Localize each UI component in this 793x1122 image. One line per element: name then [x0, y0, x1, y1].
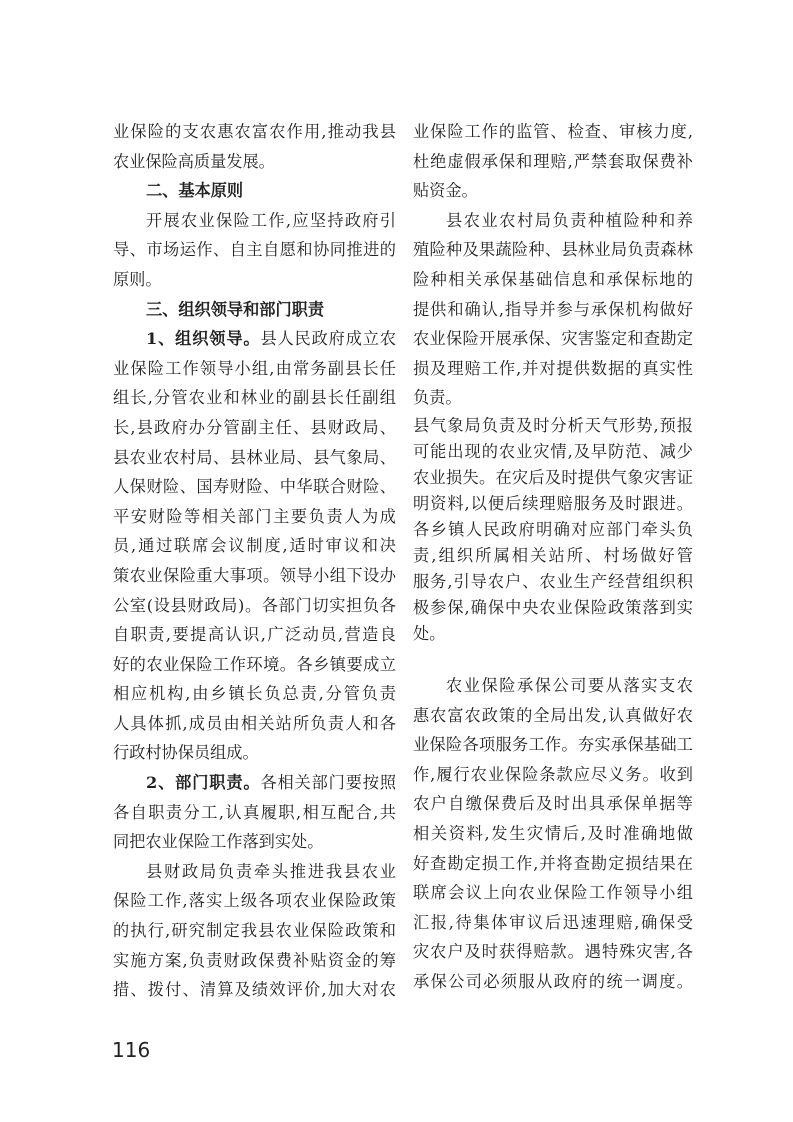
- line-text: 农户自缴保费后及时出具承保单据等: [413, 794, 693, 814]
- line-text: 人具体抓,成员由相关站所负责人和各: [113, 713, 396, 733]
- text-line: [413, 491, 693, 517]
- section-heading: [113, 295, 396, 325]
- line-text: 的执行,研究制定我县农业保险政策和: [113, 921, 396, 941]
- line-text: 策农业保险重大事项。领导小组下设办: [113, 565, 396, 585]
- line-text: 好查勘定损工作,并将查勘定损结果在: [413, 853, 693, 873]
- line-text: 同把农业保险工作落到实处。: [113, 832, 324, 852]
- line-text: 原则。: [113, 269, 162, 289]
- text-line: [413, 295, 693, 325]
- text-line: [113, 206, 396, 236]
- line-text: 农业损失。在灾后及时提供气象灾害证: [413, 467, 693, 487]
- text-line: [413, 671, 693, 701]
- text-line: [413, 849, 693, 879]
- line-text: 业保险工作领导小组,由常务副县长任: [113, 358, 396, 378]
- text-line: [413, 235, 693, 265]
- line-text: 各自职责分工,认真履职,相互配合,共: [113, 802, 396, 822]
- line-text: 业保险各项服务工作。夯实承保基础工: [413, 735, 693, 755]
- text-line: [413, 569, 693, 595]
- line-text: 责,组织所属相关站所、村场做好管: [413, 545, 693, 565]
- text-line: [413, 967, 693, 997]
- line-text: 提供和确认,指导并参与承保机构做好: [413, 299, 693, 319]
- text-line: [113, 709, 396, 739]
- section-heading: [113, 176, 396, 206]
- text-line: [413, 908, 693, 938]
- text-line: [413, 937, 693, 967]
- right-text-column: [413, 117, 693, 996]
- text-line: [113, 679, 396, 709]
- line-text: 负责。: [413, 388, 462, 408]
- text-line: [113, 324, 396, 354]
- text-line: [413, 206, 693, 236]
- line-text: 作,履行农业保险条款应尽义务。收到: [413, 764, 693, 784]
- line-text: 联席会议上向农业保险工作领导小组: [413, 883, 693, 903]
- text-line: [413, 117, 693, 147]
- text-line: [113, 265, 396, 295]
- line-text: 损及理赔工作,并对提供数据的真实性: [413, 358, 693, 378]
- line-text: 殖险种及果蔬险种、县林业局负责森林: [413, 240, 693, 260]
- line-text: 自职责,要提高认识,广泛动员,营造良: [113, 625, 396, 645]
- line-text: 导、市场运作、自主自愿和协同推进的: [113, 240, 396, 260]
- text-line: [413, 789, 693, 819]
- text-line: [113, 768, 396, 798]
- line-text: 员,通过联席会议制度,适时审议和决: [113, 536, 396, 556]
- line-text: 平安财险等相关部门主要负责人为成: [113, 506, 396, 526]
- text-line: [413, 543, 693, 569]
- line-text: 措、拨付、清算及绩效评价,加大对农: [113, 980, 396, 1000]
- line-text: 县农业农村局负责种植险种和养: [446, 210, 693, 230]
- page-number: 116: [112, 1038, 151, 1062]
- line-text: 相关资料,发生灾情后,及时准确地做: [413, 823, 693, 843]
- text-line: [413, 701, 693, 731]
- line-text: 农业保险高质量发展。: [113, 151, 275, 171]
- text-line: [113, 383, 396, 413]
- text-line: [413, 878, 693, 908]
- line-text: 农业保险开展承保、灾害鉴定和查勘定: [413, 329, 693, 349]
- line-text: 相应机构,由乡镇长负总责,分管负责: [113, 684, 396, 704]
- text-line: [413, 595, 693, 621]
- line-text: 组长,分管农业和林业的副县长任副组: [113, 388, 396, 408]
- text-line: [113, 413, 396, 443]
- text-line: [113, 916, 396, 946]
- text-line: [113, 857, 396, 887]
- line-text: 业保险工作的监管、检查、审核力度,: [413, 122, 693, 141]
- text-line: [113, 946, 396, 976]
- text-line: [113, 620, 396, 650]
- text-line: [413, 819, 693, 849]
- text-line: [113, 738, 396, 768]
- line-text: 杜绝虚假承保和理赔,严禁套取保费补: [413, 151, 693, 171]
- text-line: [413, 176, 693, 206]
- line-text: 开展农业保险工作,应坚持政府引: [146, 210, 396, 230]
- text-line: [413, 730, 693, 760]
- text-line: [113, 650, 396, 680]
- line-text: 惠农富农政策的全局出发,认真做好农: [413, 705, 693, 725]
- line-text: 各相关部门要按照: [260, 773, 396, 793]
- line-text: 各乡镇人民政府明确对应部门牵头负: [413, 519, 693, 539]
- text-line: [413, 354, 693, 384]
- line-text: 县气象局负责及时分析天气形势,预报: [413, 415, 693, 435]
- line-text: 服务,引导农户、农业生产经营组织积: [413, 571, 693, 591]
- line-text: 险种相关承保基础信息和承保标地的: [413, 269, 693, 289]
- line-text: 保险工作,落实上级各项农业保险政策: [113, 891, 396, 911]
- line-text: 极参保,确保中央农业保险政策落到实: [413, 597, 693, 617]
- line-text: 三、组织领导和部门职责: [146, 299, 325, 319]
- line-text: 县人民政府成立农: [260, 329, 396, 349]
- line-text: 公室(设县财政局)。各部门切实担负各: [113, 595, 396, 615]
- text-line: [113, 827, 396, 857]
- text-line: [113, 502, 396, 532]
- line-text: 行政村协保员组成。: [113, 743, 259, 763]
- line-text: 县财政局负责牵头推进我县农业: [146, 861, 396, 881]
- text-line: [413, 621, 693, 647]
- text-line: [413, 265, 693, 295]
- line-text: 实施方案,负责财政保费补贴资金的筹: [113, 950, 396, 970]
- text-line: [413, 760, 693, 790]
- text-line: [413, 147, 693, 177]
- line-text: 好的农业保险工作环境。各乡镇要成立: [113, 654, 396, 674]
- line-text: 汇报,待集体审议后迅速理赔,确保受: [413, 912, 693, 932]
- line-text: 灾农户及时获得赔款。遇特殊灾害,各: [413, 942, 693, 962]
- line-text: 县农业农村局、县林业局、县气象局、: [113, 447, 396, 467]
- text-line: [413, 465, 693, 491]
- text-line: [113, 235, 396, 265]
- text-line: [113, 798, 396, 828]
- line-text: 贴资金。: [413, 181, 478, 201]
- left-text-column: [113, 117, 396, 1005]
- text-line: [113, 472, 396, 502]
- line-text: 可能出现的农业灾情,及早防范、减少: [413, 441, 693, 461]
- line-text: 人保财险、国寿财险、中华联合财险、: [113, 477, 396, 497]
- line-text: 明资料,以便后续理赔服务及时跟进。: [413, 493, 693, 513]
- text-line: [113, 886, 396, 916]
- text-line: [113, 354, 396, 384]
- text-line: [113, 561, 396, 591]
- line-text: 承保公司必须服从政府的统一调度。: [413, 971, 693, 991]
- subsection-title: 2、部门职责。: [146, 773, 261, 793]
- line-text: 处。: [413, 623, 446, 643]
- text-line: [113, 975, 396, 1005]
- text-line: [413, 324, 693, 354]
- subsection-title: 1、组织领导。: [146, 329, 261, 349]
- text-line: [113, 443, 396, 473]
- line-text: 长,县政府办分管副主任、县财政局、: [113, 417, 396, 437]
- text-line: [413, 383, 693, 413]
- text-line: [113, 531, 396, 561]
- text-line: [413, 413, 693, 439]
- line-text: 业保险的支农惠农富农作用,推动我县: [113, 122, 396, 141]
- line-text: 二、基本原则: [146, 181, 244, 201]
- text-line: [113, 147, 396, 177]
- text-line: [113, 591, 396, 621]
- line-text: 农业保险承保公司要从落实支农: [446, 675, 693, 695]
- text-line: [413, 439, 693, 465]
- text-line: [413, 517, 693, 543]
- text-line: [113, 117, 396, 147]
